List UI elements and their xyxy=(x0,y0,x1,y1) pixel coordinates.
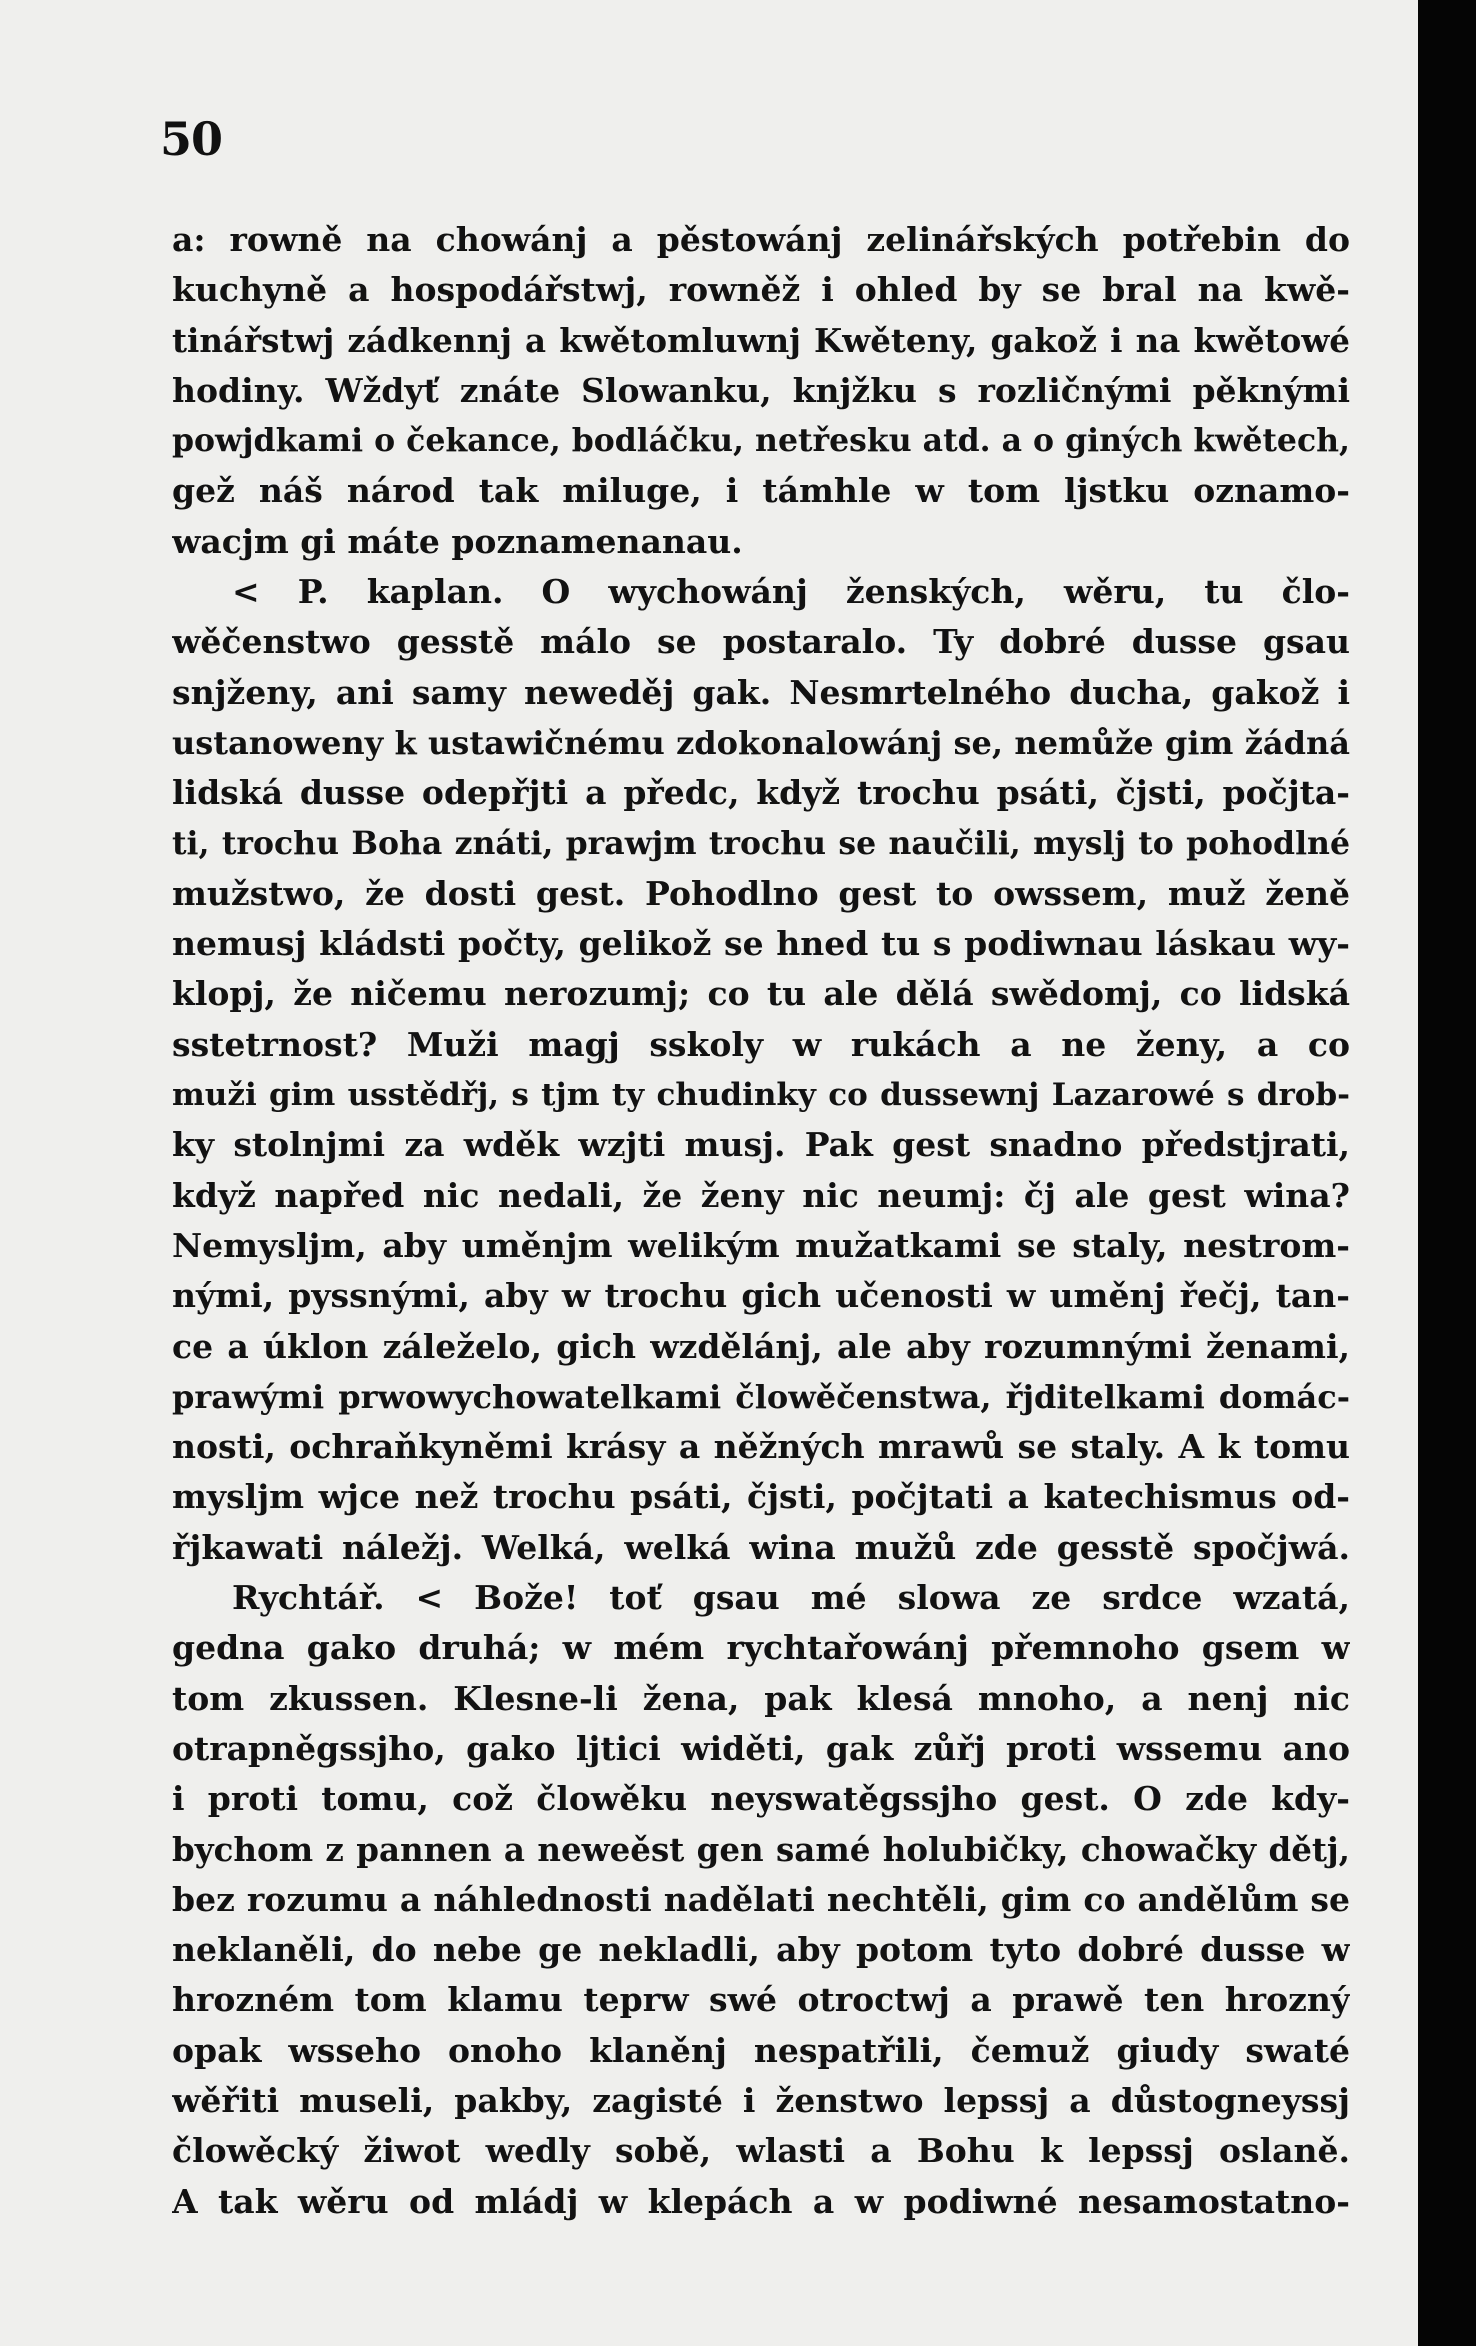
text-line: opak wsseho onoho klaněnj nespatřili, čemuž giudy swaté xyxy=(172,2030,1350,2070)
text-line: nými, pyssnými, aby w trochu gich učenosti w uměnj řečj, tan- xyxy=(172,1276,1350,1316)
text-line: hrozném tom klamu teprw swé otroctwj a prawě ten hrozný xyxy=(172,1980,1350,2020)
text-line: kuchyně a hospodářstwj, rowněž i ohled by se bral na kwě- xyxy=(172,270,1350,310)
text-line: ce a úklon záleželo, gich wzdělánj, ale aby rozumnými ženami, xyxy=(172,1326,1350,1366)
text-line: muži gim usstědřj, s tjm ty chudinky co dussewnj Lazarowé s drob- xyxy=(172,1077,1350,1114)
text-line: řjkawati náležj. Welká, welká wina mužů zde gesstě spočjwá. xyxy=(172,1527,1350,1567)
speaker-line-kaplan: < P. kaplan. O wychowánj ženských, wěru, tu člo- xyxy=(232,572,1350,612)
text-line: člowěcký žiwot wedly sobě, wlasti a Bohu k lepssj oslaně. xyxy=(172,2131,1350,2171)
text-line: neklaněli, do nebe ge nekladli, aby potom tyto dobré dusse w xyxy=(172,1930,1350,1970)
text-line: myslјm wjce než trochu psáti, čjsti, počjtati a katechismus od- xyxy=(172,1477,1350,1517)
speaker-line-rychtar: Rychtář. < Bože! toť gsau mé slowa ze srdce wzatá, xyxy=(232,1578,1350,1618)
text-line: ti, trochu Boha znáti, prawjm trochu se naučili, myslj to pohodlné xyxy=(172,824,1350,862)
text-line: powjdkami o čekance, bodláčku, netřesku atd. a o giných kwětech, xyxy=(172,422,1350,460)
text-line: tinářstwj zádkennj a kwětomluwnj Kwěteny, gakož i na kwětowé xyxy=(172,320,1350,360)
text-line: A tak wěru od mládj w klepách a w podiwné nesamostatno- xyxy=(172,2181,1350,2221)
text-line: bychom z pannen a neweěst gen samé holubičky, chowačky dětj, xyxy=(172,1829,1350,1869)
text-line: otrapněgssjho, gako ljtici widěti, gak zůřj proti wssemu ano xyxy=(172,1728,1350,1768)
text-line: Nemyslјm, aby uměnjm welikým mužatkami se staly, nestrom- xyxy=(172,1225,1350,1265)
text-line: klopj, že ničemu nerozumj; co tu ale dělá swědomj, co lidská xyxy=(172,974,1350,1014)
text-line: tom zkussen. Klesne-li žena, pak klesá mnoho, a nenj nic xyxy=(172,1678,1350,1718)
text-line: snjženy, ani samy neweděj gak. Nesmrtelného ducha, gakož i xyxy=(172,672,1350,712)
scan-edge xyxy=(1418,0,1476,2346)
text-line: bez rozumu a náhlednosti nadělati nechtěli, gim co andělům se xyxy=(172,1879,1350,1919)
text-line: když napřed nic nedali, že ženy nic neumj: čj ale gest wina? xyxy=(172,1175,1350,1215)
text-line: a: rowně na chowánj a pěstowánj zelinářských potřebin do xyxy=(172,220,1350,259)
text-line: nemusj kládsti počty, gelikož se hned tu s podiwnau láskau wy- xyxy=(172,924,1350,964)
text-line: sstetrnost? Muži magj sskoly w rukách a ne ženy, a co xyxy=(172,1024,1350,1064)
text-line: ustanoweny k ustawičnému zdokonalowánj se, nemůže gim žádná xyxy=(172,723,1350,762)
text-line: gež náš národ tak miluge, i támhle w tom ljstku oznamo- xyxy=(172,471,1350,511)
text-line: hodiny. Wždyť znáte Slowanku, knjžku s rozličnými pěknými xyxy=(172,370,1350,410)
text-line: prawými prwowychowatelkami člowěčenstwa, řjditelkami domác- xyxy=(172,1377,1350,1416)
text-line: wacjm gi máte poznamenanau. xyxy=(172,521,743,561)
text-line: wěčenstwo gesstě málo se postaralo. Ty dobré dusse gsau xyxy=(172,622,1350,662)
text-line: ky stolnjmi za wděk wzjti musj. Pak gest snadno předstjrati, xyxy=(172,1125,1350,1165)
body-text xyxy=(172,215,1350,2227)
text-line: lidská dusse odepřjti a předc, když trochu psáti, čjsti, počjta- xyxy=(172,773,1350,813)
text-line: gedna gako druhá; w mém rychtařowánj přemnoho gsem w xyxy=(172,1628,1350,1668)
text-line: wěřiti museli, pakby, zagisté i ženstwo lepssj a důstogneyssj xyxy=(172,2080,1350,2120)
text-line: i proti tomu, což člowěku neyswatěgssjho gest. O zde kdy- xyxy=(172,1779,1350,1819)
page-number: 50 xyxy=(160,112,223,166)
text-line: nosti, ochraňkyněmi krásy a něžných mrawů se staly. A k tomu xyxy=(172,1427,1350,1467)
text-line: mužstwo, že dosti gest. Pohodlno gest to owssem, muž ženě xyxy=(172,873,1350,913)
